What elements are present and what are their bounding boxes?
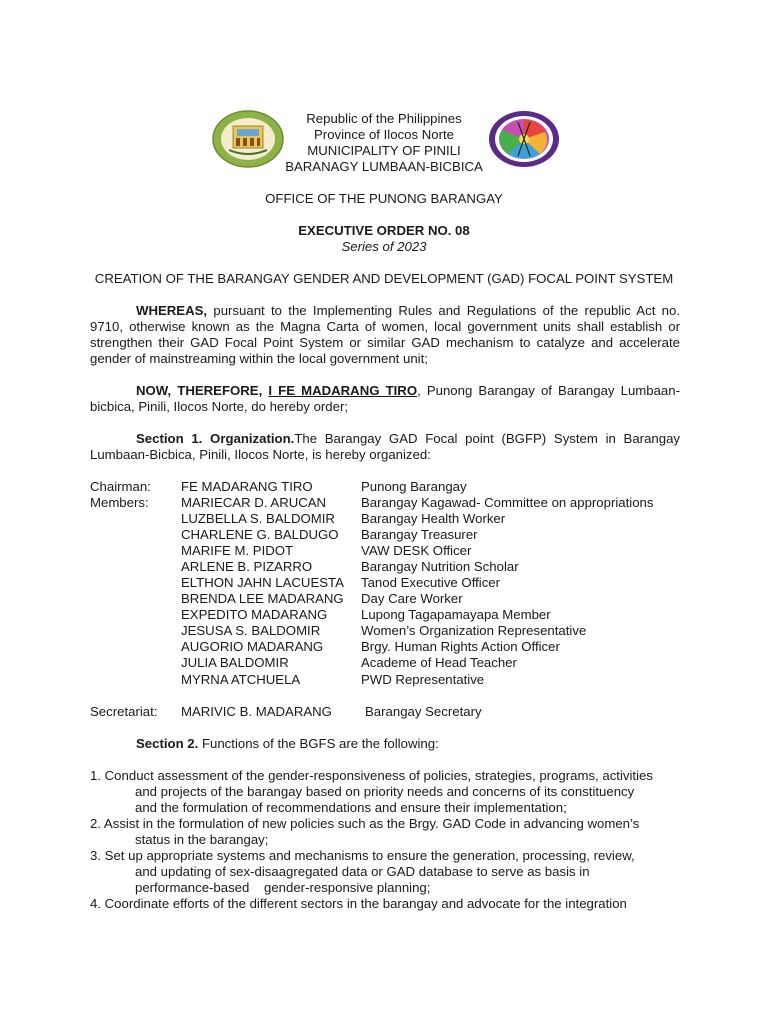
function-item-text: performance-based gender-responsive planning; [135, 880, 431, 895]
letterhead [0, 111, 768, 175]
punong-barangay-name: I FE MADARANG TIRO [268, 383, 418, 398]
org-role: Members: [90, 495, 149, 510]
letterhead-line-municipality: MUNICIPALITY OF PINILI [307, 143, 461, 158]
section-2-text: Functions of the BGFS are the following: [198, 736, 439, 751]
secretariat-role: Secretariat: [90, 704, 158, 719]
function-item-text: and the formulation of recommendations and ensure their implementation; [135, 800, 567, 815]
org-position: PWD Representative [361, 672, 485, 687]
now-therefore-text: , Punong Barangay of Barangay Lumbaan-bicbica, Pinili, Ilocos Norte, do hereby order; [90, 383, 680, 414]
whereas-paragraph [90, 303, 680, 367]
org-name: FE MADARANG TIRO [181, 479, 313, 494]
org-position: Barangay Treasurer [361, 527, 478, 542]
org-row [0, 495, 768, 511]
letterhead-line-province: Province of Ilocos Norte [314, 127, 454, 142]
org-row [0, 527, 768, 543]
org-position: Academe of Head Teacher [361, 655, 517, 670]
org-row [0, 623, 768, 639]
function-item-text: and projects of the barangay based on priority needs and concerns of its constituency [135, 784, 635, 799]
org-row [0, 655, 768, 671]
order-title: EXECUTIVE ORDER NO. 08 [298, 223, 470, 238]
org-role: Chairman: [90, 479, 151, 494]
org-row [0, 543, 768, 559]
section-1-paragraph [90, 431, 680, 463]
org-position: Tanod Executive Officer [361, 575, 501, 590]
order-series: Series of 2023 [341, 239, 427, 254]
section-2-lead: Section 2. [136, 736, 199, 751]
org-name: ARLENE B. PIZARRO [181, 559, 313, 574]
whereas-text: pursuant to the Implementing Rules and Regulations of the republic Act no. 9710, otherwise known as the Magna Carta of women, local government units shall establish or strengthen their GAD Focal Point System or similar GAD mechanism to catalyze and accelerate gender of mainstreaming within the local government unit; [90, 303, 680, 366]
org-position: Punong Barangay [361, 479, 467, 494]
org-position: Barangay Health Worker [361, 511, 506, 526]
org-name: MYRNA ATCHUELA [181, 672, 301, 687]
secretariat-name: MARIVIC B. MADARANG [181, 704, 332, 719]
section-1-lead: Section 1. Organization. [136, 431, 295, 446]
function-item-text: 4. Coordinate efforts of the different sectors in the barangay and advocate for the integration [90, 896, 627, 911]
function-item [90, 816, 680, 848]
order-subject: CREATION OF THE BARANGAY GENDER AND DEVELOPMENT (GAD) FOCAL POINT SYSTEM [94, 271, 674, 286]
org-position: Brgy. Human Rights Action Officer [361, 639, 560, 654]
letterhead-line-country: Republic of the Philippines [306, 111, 462, 126]
org-name: JULIA BALDOMIR [181, 655, 289, 670]
letterhead-line-barangay: BARANAGY LUMBAAN-BICBICA [285, 159, 483, 174]
org-row [0, 639, 768, 655]
function-item-text: 3. Set up appropriate systems and mechanisms to ensure the generation, processing, review, [90, 848, 635, 863]
org-name: EXPEDITO MADARANG [181, 607, 328, 622]
org-row [0, 607, 768, 623]
now-therefore-lead: NOW, THEREFORE, [136, 383, 263, 398]
org-name: ELTHON JAHN LACUESTA [181, 575, 344, 590]
org-row [0, 672, 768, 688]
function-item-text: 2. Assist in the formulation of new policies such as the Brgy. GAD Code in advancing women’s [90, 816, 640, 831]
function-item [90, 768, 680, 816]
section-2-paragraph [90, 736, 680, 752]
org-position: Women’s Organization Representative [361, 623, 587, 638]
org-name: LUZBELLA S. BALDOMIR [181, 511, 335, 526]
whereas-lead: WHEREAS, [136, 303, 208, 318]
org-name: CHARLENE G. BALDUGO [181, 527, 339, 542]
secretariat-row [0, 704, 768, 720]
org-position: Barangay Nutrition Scholar [361, 559, 519, 574]
section-1-text: The Barangay GAD Focal point (BGFP) System in Barangay Lumbaan-Bicbica, Pinili, Ilocos Norte, is hereby organized: [90, 431, 681, 462]
org-name: BRENDA LEE MADARANG [181, 591, 344, 606]
org-position: Lupong Tagapamayapa Member [361, 607, 551, 622]
org-row [0, 479, 768, 495]
org-row [0, 575, 768, 591]
org-row [0, 559, 768, 575]
org-name: MARIECAR D. ARUCAN [181, 495, 327, 510]
org-position: VAW DESK Officer [361, 543, 472, 558]
org-position: Day Care Worker [361, 591, 463, 606]
function-item-text: status in the barangay; [135, 832, 269, 847]
org-position: Barangay Kagawad- Committee on appropriations [361, 495, 654, 510]
office-title: OFFICE OF THE PUNONG BARANGAY [265, 191, 503, 206]
org-row [0, 591, 768, 607]
secretariat-position: Barangay Secretary [365, 704, 482, 719]
function-item [90, 848, 680, 896]
function-item-text: and updating of sex-disaagregated data or GAD database to serve as basis in [135, 864, 590, 879]
org-row [0, 511, 768, 527]
now-therefore-paragraph [90, 383, 680, 415]
org-name: MARIFE M. PIDOT [181, 543, 294, 558]
org-name: JESUSA S. BALDOMIR [181, 623, 321, 638]
function-item [90, 896, 680, 912]
function-item-text: 1. Conduct assessment of the gender-responsiveness of policies, strategies, programs, activities [90, 768, 653, 783]
org-name: AUGORIO MADARANG [181, 639, 324, 654]
